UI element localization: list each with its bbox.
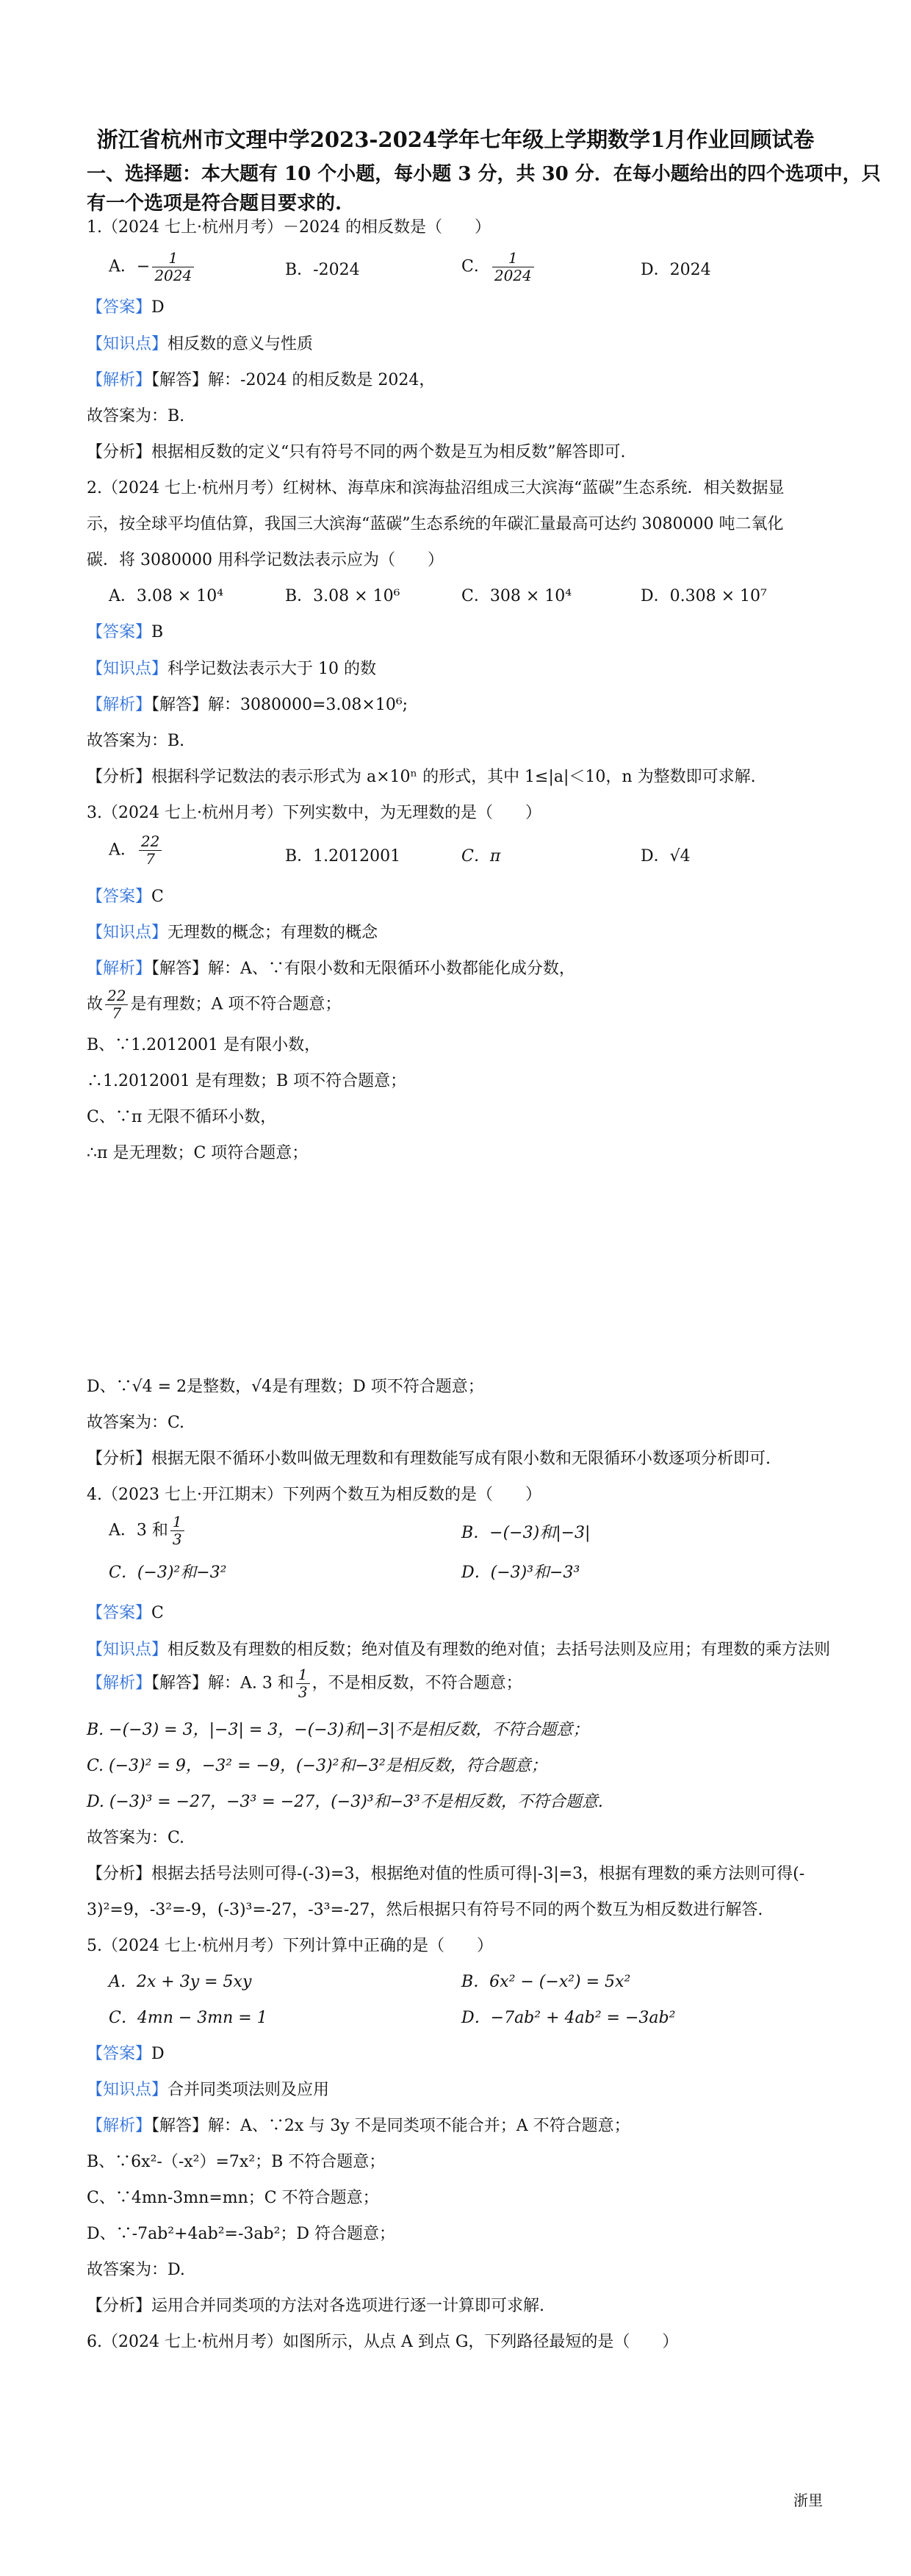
q5-stem: 5.（2024 七上·杭州月考）下列计算中正确的是（ ） bbox=[87, 1937, 493, 1955]
q4-explain-line1: 【解析】【解答】解：A. 3 和 $\frac{1}{3}$ ，不是相反数，不符合题意； bbox=[87, 1666, 522, 1701]
q5-option-d: D．−7ab² + 4ab² = −3ab² bbox=[461, 2009, 676, 2027]
q2-conclusion: 故答案为：B. bbox=[87, 732, 185, 750]
q4-stem: 4.（2023 七上·开江期末）下列两个数互为相反数的是（ ） bbox=[87, 1486, 541, 1504]
q3-explain-line6: D、∵√4 = 2是整数，√4是有理数；D 项不符合题意； bbox=[87, 1378, 484, 1396]
q3-line1-fraction: $\frac{22}{7}$ bbox=[105, 987, 128, 1022]
q1-answer: 【答案】D bbox=[87, 298, 165, 317]
q3-answer: 【答案】C bbox=[87, 888, 164, 906]
q6-stem: 6.（2024 七上·杭州月考）如图所示，从点 A 到点 G，下列路径最短的是（ ） bbox=[87, 2333, 679, 2351]
q1-stem: 1.（2024 七上·杭州月考）－2024 的相反数是（ ） bbox=[87, 218, 491, 237]
q1-option-c: C． $\frac{1}{2024}$ bbox=[461, 250, 536, 284]
q4-explain-line4: D. (−3)³ = −27，−3³ = −27，(−3)³和−3³不是相反数，不符合题意. bbox=[87, 1793, 603, 1811]
q3-option-d: D．√4 bbox=[641, 847, 691, 866]
q4-option-d: D．(−3)³和−3³ bbox=[461, 1564, 580, 1582]
q3-option-a-fraction: $\frac{22}{7}$ bbox=[139, 833, 162, 868]
q4-explain-line2: B. −(−3) = 3，|−3| = 3，−(−3)和|−3|不是相反数，不符合题意； bbox=[87, 1721, 589, 1739]
q5-answer: 【答案】D bbox=[87, 2045, 165, 2063]
q3-analysis: 【分析】根据无限不循环小数叫做无理数和有理数能写成有限小数和无限循环小数逐项分析即可. bbox=[87, 1450, 771, 1468]
q3-explain-line4: C、∵π 无限不循环小数， bbox=[87, 1108, 277, 1126]
q5-explain-line3: C、∵4mn-3mn=mn；C 不符合题意； bbox=[87, 2189, 379, 2207]
q2-option-c: C．308 × 10⁴ bbox=[461, 587, 572, 605]
q4-option-b: B．−(−3)和|−3| bbox=[461, 1524, 591, 1542]
q3-option-c: C．π bbox=[461, 847, 501, 866]
q4-explain-fraction: $\frac{1}{3}$ bbox=[296, 1666, 310, 1701]
q4-answer: 【答案】C bbox=[87, 1604, 164, 1622]
q5-option-c: C．4mn − 3mn = 1 bbox=[109, 2009, 267, 2027]
q4-conclusion: 故答案为：C. bbox=[87, 1829, 185, 1847]
q1-knowledge: 【知识点】相反数的意义与性质 bbox=[87, 335, 314, 353]
page-title: 浙江省杭州市文理中学2023-2024学年七年级上学期数学1月作业回顾试卷 bbox=[96, 127, 815, 152]
q4-option-c: C．(−3)²和−3² bbox=[109, 1564, 227, 1582]
q3-explain: 【解析】【解答】解：A、∵有限小数和无限循环小数都能化成分数， bbox=[87, 960, 575, 978]
q5-explain-line4: D、∵-7ab²+4ab²=-3ab²；D 符合题意； bbox=[87, 2225, 396, 2243]
q3-explain-line3: ∴1.2012001 是有理数；B 项不符合题意； bbox=[87, 1072, 407, 1090]
q5-explain: 【解析】【解答】解：A、∵2x 与 3y 不是同类项不能合并；A 不符合题意； bbox=[87, 2117, 630, 2135]
q2-option-a: A．3.08 × 10⁴ bbox=[109, 587, 224, 605]
q2-stem-line1: 2.（2024 七上·杭州月考）红树林、海草床和滨海盐沼组成三大滨海“蓝碳”生态系统．相关数据显 bbox=[87, 479, 785, 497]
q2-analysis: 【分析】根据科学记数法的表示形式为 a×10ⁿ 的形式，其中 1≤|a|＜10，n 为整数即可求解. bbox=[87, 768, 756, 786]
q5-option-b: B．6x² − (−x²) = 5x² bbox=[461, 1973, 631, 1991]
q2-option-d: D．0.308 × 10⁷ bbox=[641, 587, 767, 605]
q3-conclusion: 故答案为：C. bbox=[87, 1414, 185, 1432]
q2-knowledge: 【知识点】科学记数法表示大于 10 的数 bbox=[87, 660, 376, 678]
section-heading-line1: 一、选择题：本大题有 10 个小题，每小题 3 分，共 30 分．在每小题给出的四个选项中，只 bbox=[87, 163, 881, 185]
q5-analysis: 【分析】运用合并同类项的方法对各选项进行逐一计算即可求解. bbox=[87, 2297, 545, 2315]
page-footer: 浙里 bbox=[793, 2492, 823, 2509]
q3-stem: 3.（2024 七上·杭州月考）下列实数中，为无理数的是（ ） bbox=[87, 804, 541, 822]
q3-explain-line5: ∴π 是无理数；C 项符合题意； bbox=[87, 1144, 309, 1162]
q1-option-c-fraction: $\frac{1}{2024}$ bbox=[492, 250, 534, 284]
q5-conclusion: 故答案为：D. bbox=[87, 2261, 185, 2279]
q4-knowledge: 【知识点】相反数及有理数的相反数；绝对值及有理数的绝对值；去括号法则及应用；有理数的乘方法则 bbox=[87, 1641, 831, 1659]
q5-explain-line2: B、∵6x²-（-x²）=7x²；B 不符合题意； bbox=[87, 2153, 386, 2171]
q1-option-d: D．2024 bbox=[641, 261, 711, 279]
q3-option-b: B．1.2012001 bbox=[285, 847, 401, 866]
q4-analysis-line2: 3)²=9，-3²=-9，(-3)³=-27，-3³=-27，然后根据只有符号不同的两个数互为相反数进行解答. bbox=[87, 1901, 763, 1919]
q3-explain-line2: B、∵1.2012001 是有限小数， bbox=[87, 1036, 321, 1054]
q2-explain: 【解析】【解答】解：3080000=3.08×10⁶; bbox=[87, 696, 408, 714]
q1-conclusion: 故答案为：B. bbox=[87, 407, 185, 425]
q1-explain: 【解析】【解答】解：-2024 的相反数是 2024， bbox=[87, 371, 436, 389]
q3-explain-line1: 故 $\frac{22}{7}$ 是有理数；A 项不符合题意； bbox=[87, 987, 342, 1022]
q1-option-a-fraction: $\frac{1}{2024}$ bbox=[152, 250, 194, 284]
q2-answer: 【答案】B bbox=[87, 623, 164, 641]
q1-option-a: A．− $\frac{1}{2024}$ bbox=[109, 250, 196, 284]
q1-option-b: B．-2024 bbox=[285, 261, 360, 279]
q5-knowledge: 【知识点】合并同类项法则及应用 bbox=[87, 2081, 330, 2099]
q2-stem-line2: 示，按全球平均值估算，我国三大滨海“蓝碳”生态系统的年碳汇量最高可达约 3080000 吨二氧化 bbox=[87, 515, 784, 533]
q2-option-b: B．3.08 × 10⁶ bbox=[285, 587, 400, 605]
q4-option-a: A．3 和 $\frac{1}{3}$ bbox=[109, 1514, 187, 1548]
q4-analysis-line1: 【分析】根据去括号法则可得-(-3)=3，根据绝对值的性质可得|-3|=3，根据有理数的乘方法则可得(- bbox=[87, 1865, 805, 1883]
q5-option-a: A．2x + 3y = 5xy bbox=[109, 1973, 252, 1991]
q4-option-a-fraction: $\frac{1}{3}$ bbox=[170, 1514, 184, 1548]
q1-analysis: 【分析】根据相反数的定义“只有符号不同的两个数是互为相反数”解答即可. bbox=[87, 443, 626, 461]
q2-stem-line3: 碳．将 3080000 用科学记数法表示应为（ ） bbox=[87, 551, 444, 569]
section-heading-line2: 有一个选项是符合题目要求的. bbox=[87, 193, 342, 215]
q3-knowledge: 【知识点】无理数的概念；有理数的概念 bbox=[87, 924, 378, 942]
q4-explain-line3: C. (−3)² = 9，−3² = −9，(−3)²和−3²是相反数，符合题意； bbox=[87, 1757, 547, 1775]
q3-option-a: A． $\frac{22}{7}$ bbox=[109, 833, 164, 868]
